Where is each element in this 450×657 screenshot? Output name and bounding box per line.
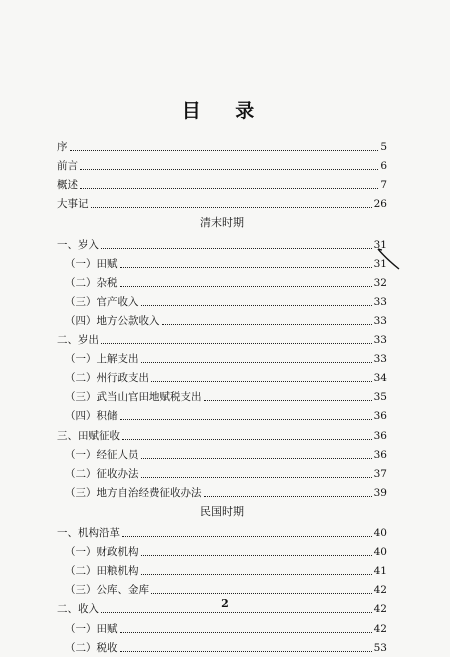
dot-leader xyxy=(151,380,372,382)
toc-entry-label: （一）上解支出 xyxy=(65,353,139,366)
page-number: 2 xyxy=(221,597,229,610)
toc-subentry xyxy=(65,350,387,366)
toc-subentry xyxy=(65,255,387,271)
dot-leader xyxy=(80,187,378,189)
toc-subentry xyxy=(65,484,387,500)
dot-leader xyxy=(91,206,372,208)
toc-subentry xyxy=(65,446,387,462)
section-heading: 民国时期 xyxy=(200,504,244,518)
toc-entry-label: （二）税收 xyxy=(65,641,118,654)
dot-leader xyxy=(101,611,372,613)
toc-entry-label: 二、收入 xyxy=(57,603,99,616)
toc-entry-label: 一、岁入 xyxy=(57,238,99,251)
toc-subentry xyxy=(65,465,387,481)
dot-leader xyxy=(151,592,372,594)
dot-leader xyxy=(141,304,372,306)
dot-leader xyxy=(204,495,372,497)
toc-entry-page: 36 xyxy=(373,410,387,423)
dot-leader xyxy=(120,285,372,287)
toc-entry-label: （一）财政机构 xyxy=(65,546,139,559)
section-heading: 清末时期 xyxy=(200,216,244,230)
toc-entry-page: 53 xyxy=(373,641,387,654)
toc-entry-page: 41 xyxy=(373,565,387,578)
toc-entry-label: （二）州行政支出 xyxy=(65,372,149,385)
dot-leader xyxy=(141,476,372,478)
toc-entry-label: 三、田赋征收 xyxy=(57,429,120,442)
toc-entry-label: （三）官产收入 xyxy=(65,295,139,308)
toc-entry-label: （四）地方公款收入 xyxy=(65,314,160,327)
toc-entry-label: （一）田赋 xyxy=(65,622,118,635)
toc-entry-page: 33 xyxy=(373,314,387,327)
toc-entry-page: 42 xyxy=(373,584,387,597)
toc-entry-page: 40 xyxy=(373,527,387,539)
toc-entry-page: 34 xyxy=(373,372,387,385)
dot-leader xyxy=(141,573,372,575)
toc-entry-label: （二）田粮机构 xyxy=(65,565,139,578)
toc-entry-label: 一、机构沿革 xyxy=(57,527,120,539)
dot-leader xyxy=(120,650,372,652)
toc-entry-label: 前言 xyxy=(57,160,78,173)
toc-entry-page: 37 xyxy=(373,467,387,480)
toc-subentry xyxy=(65,407,387,423)
toc-entry xyxy=(57,524,387,540)
dot-leader xyxy=(122,535,372,537)
toc-entry-page: 31 xyxy=(373,257,387,270)
dot-leader xyxy=(122,438,372,440)
toc-entry-page: 6 xyxy=(380,160,387,173)
dot-leader xyxy=(204,399,372,401)
dot-leader xyxy=(141,554,372,556)
dot-leader xyxy=(120,418,372,420)
toc-entry xyxy=(57,331,387,347)
toc-subentry xyxy=(65,639,387,655)
toc-subentry xyxy=(65,293,387,309)
toc-entry-label: 序 xyxy=(57,141,68,153)
dot-leader xyxy=(162,323,372,325)
dot-leader xyxy=(70,149,379,151)
toc-entry xyxy=(57,236,387,252)
toc-entry xyxy=(57,157,387,173)
dot-leader xyxy=(120,631,372,633)
dot-leader xyxy=(80,168,378,170)
toc-entry-label: 概述 xyxy=(57,179,78,192)
toc-subentry xyxy=(65,581,387,597)
toc-entry-label: （三）地方自治经费征收办法 xyxy=(65,486,202,499)
page-title: 目 录 xyxy=(181,100,269,122)
toc-entry-page: 5 xyxy=(380,141,387,153)
dot-leader xyxy=(101,342,372,344)
toc-entry-label: （三）公库、金库 xyxy=(65,584,149,597)
toc-subentry xyxy=(65,369,387,385)
toc-entry-page: 42 xyxy=(373,603,387,616)
toc-entry-page: 33 xyxy=(373,295,387,308)
toc-entry-label: （一）经征人员 xyxy=(65,448,139,461)
dot-leader xyxy=(120,266,372,268)
dot-leader xyxy=(141,361,372,363)
toc-entry-page: 33 xyxy=(373,334,387,346)
toc-entry xyxy=(57,427,387,443)
toc-subentry xyxy=(65,274,387,290)
pen-mark-icon xyxy=(377,247,403,271)
toc-entry-page: 39 xyxy=(373,486,387,499)
toc-entry-label: （二）杂税 xyxy=(65,276,118,289)
toc-subentry xyxy=(65,562,387,578)
toc-entry-page: 32 xyxy=(373,276,387,289)
toc-entry xyxy=(57,176,387,192)
dot-leader xyxy=(101,247,372,249)
toc-entry-page: 26 xyxy=(373,198,387,211)
toc-entry-page: 36 xyxy=(373,429,387,442)
toc-entry xyxy=(57,138,387,154)
toc-subentry xyxy=(65,620,387,636)
toc-entry-page: 33 xyxy=(373,353,387,366)
toc-entry-label: 大事记 xyxy=(57,198,89,211)
toc-entry-page: 35 xyxy=(373,391,387,404)
toc-entry-label: （四）积储 xyxy=(65,410,118,423)
toc-entry-label: 二、岁出 xyxy=(57,334,99,346)
toc-entry-page: 31 xyxy=(373,238,387,251)
toc-subentry xyxy=(65,388,387,404)
toc-entry-label: （一）田赋 xyxy=(65,257,118,270)
toc-entry-page: 36 xyxy=(373,448,387,461)
toc-entry-page: 42 xyxy=(373,622,387,635)
toc-entry-page: 7 xyxy=(380,179,387,192)
toc-subentry xyxy=(65,543,387,559)
toc-entry-label: （三）武当山官田地赋税支出 xyxy=(65,391,202,404)
dot-leader xyxy=(141,457,372,459)
toc-entry-label: （二）征收办法 xyxy=(65,467,139,480)
toc-subentry xyxy=(65,312,387,328)
toc-entry xyxy=(57,195,387,211)
toc-entry-page: 40 xyxy=(373,546,387,559)
